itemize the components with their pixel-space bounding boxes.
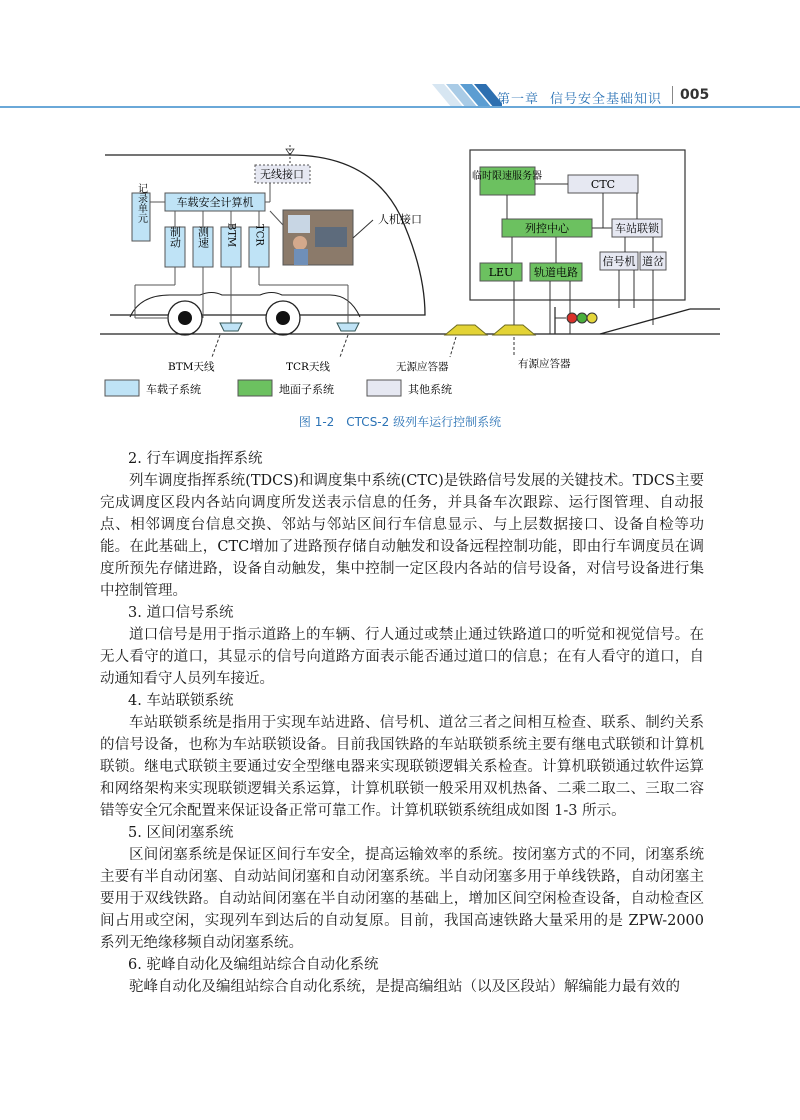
temp-speed-server-label: 临时限速服务器: [472, 171, 542, 182]
section-paragraph: 区间闭塞系统是保证区间行车安全，提高运输效率的系统。按闭塞方式的不同，闭塞系统主要有半自动闭塞、自动站间闭塞和自动闭塞系统。半自动闭塞多用于单线铁路，自动闭塞主要用于双线铁路。自动站间闭塞在半自动闭塞的基础上，增加区间空闲检查设备，自动检查区间占用或空闲，实现列车到达后的自动复原。目前，我国高速铁路大量采用的是 ZPW-2000 系列无绝缘移频自动闭塞系统。: [100, 847, 704, 951]
signal-lamp-green: [577, 313, 587, 323]
signal-lamp-red: [567, 313, 577, 323]
header-chapter: 第一章: [497, 92, 540, 107]
header-separator: [672, 86, 673, 104]
ctcs2-diagram-svg: [100, 145, 720, 410]
tcr-label: TCR: [253, 224, 265, 246]
section-heading: 6. 驼峰自动化及编组站综合自动化系统: [128, 957, 379, 973]
body-content: [100, 448, 704, 998]
brake-label: 制动: [168, 226, 182, 248]
wheel-right-hub: [276, 311, 290, 325]
legend-label-other: 其他系统: [408, 383, 452, 396]
active-balise-label: 有源应答器: [518, 358, 571, 370]
tcr-antenna: [337, 323, 359, 331]
section-paragraph: 驼峰自动化及编组站综合自动化系统，是提高编组站（以及区段站）解编能力最有效的: [129, 979, 680, 995]
legend-label-ground: 地面子系统: [279, 383, 334, 396]
legend-label-onboard: 车载子系统: [146, 383, 201, 396]
switch-label: 道岔: [642, 255, 664, 268]
track-circuit-label: 轨道电路: [534, 266, 578, 279]
header-chapter-title: 信号安全基础知识: [550, 92, 663, 107]
header-rule: [0, 106, 800, 108]
figure-caption: 图 1-2 CTCS-2 级列车运行控制系统: [298, 415, 502, 429]
ctc-label: CTC: [590, 178, 616, 191]
interlocking-label: 车站联锁: [615, 222, 659, 235]
signal-lamp-yellow: [587, 313, 597, 323]
section-heading: 3. 道口信号系统: [128, 605, 234, 621]
onboard-computer-label: 车载安全计算机: [176, 196, 254, 209]
passive-balise: [445, 325, 487, 335]
recorder-label: 记录单元: [135, 183, 147, 223]
btm-label: BTM: [225, 222, 237, 248]
leu-label: LEU: [488, 266, 514, 279]
section-heading: 5. 区间闭塞系统: [128, 825, 234, 841]
speed-label: 测速: [196, 226, 210, 248]
section-paragraph: 车站联锁系统是指用于实现车站进路、信号机、道岔三者之间相互检查、联系、制约关系的信号设备，也称为车站联锁设备。目前我国铁路的车站联锁系统主要有继电式联锁和计算机联锁。继电式联锁主要通过安全型继电器来实现联锁逻辑关系检查。计算机联锁通过软件运算和网络架构来实现联锁逻辑关系运算，计算机联锁一般采用双机热备、二乘二取二、三取二容错等安全冗余配置来保证设备正常可靠工作。计算机联锁系统组成如图 1-3 所示。: [100, 715, 704, 819]
train-control-center-label: 列控中心: [525, 222, 569, 235]
legend-swatch-other: [367, 380, 401, 396]
section-paragraph: 列车调度指挥系统(TDCS)和调度集中系统(CTC)是铁路信号发展的关键技术。TDCS主要完成调度区段内各站向调度所发送表示信息的任务，并具备车次跟踪、运行图管理、自动报点、相邻调度台信息交换、邻站与邻站区间行车信息显示、与上层数据接口、设备自检等功能。在此基础上，CTC增加了进路预存储自动触发和设备远程控制功能，即由行车调度员在调度所预先存储进路，设备自动触发，集中控制一定区段内各站的信号设备，对信号设备进行集中控制管理。: [100, 473, 704, 599]
passive-balise-label: 无源应答器: [396, 361, 449, 373]
wireless-interface-label: 无线接口: [260, 168, 304, 181]
header-stripes-decoration: [432, 84, 502, 108]
btm-antenna: [220, 323, 242, 331]
legend-swatch-onboard: [105, 380, 139, 396]
signal-label: 信号机: [602, 255, 636, 268]
section-paragraph: 道口信号是用于指示道路上的车辆、行人通过或禁止通过铁路道口的听觉和视觉信号。在无人看守的道口，其显示的信号向道路方面表示能否通过道口的信息；在有人看守的道口，自动通知看守人员列车接近。: [100, 627, 704, 687]
wheel-left-hub: [178, 311, 192, 325]
bogie-outline: [130, 293, 360, 318]
btm-antenna-label: BTM天线: [168, 361, 215, 373]
hmi-label: 人机接口: [378, 213, 422, 226]
active-balise: [493, 325, 535, 335]
page-header: [0, 82, 800, 112]
tcr-antenna-label: TCR天线: [286, 361, 330, 373]
section-heading: 2. 行车调度指挥系统: [128, 451, 263, 467]
section-heading: 4. 车站联锁系统: [128, 693, 234, 709]
ctcs2-diagram: [100, 145, 720, 410]
legend-swatch-ground: [238, 380, 272, 396]
page-number: 005: [680, 87, 710, 103]
